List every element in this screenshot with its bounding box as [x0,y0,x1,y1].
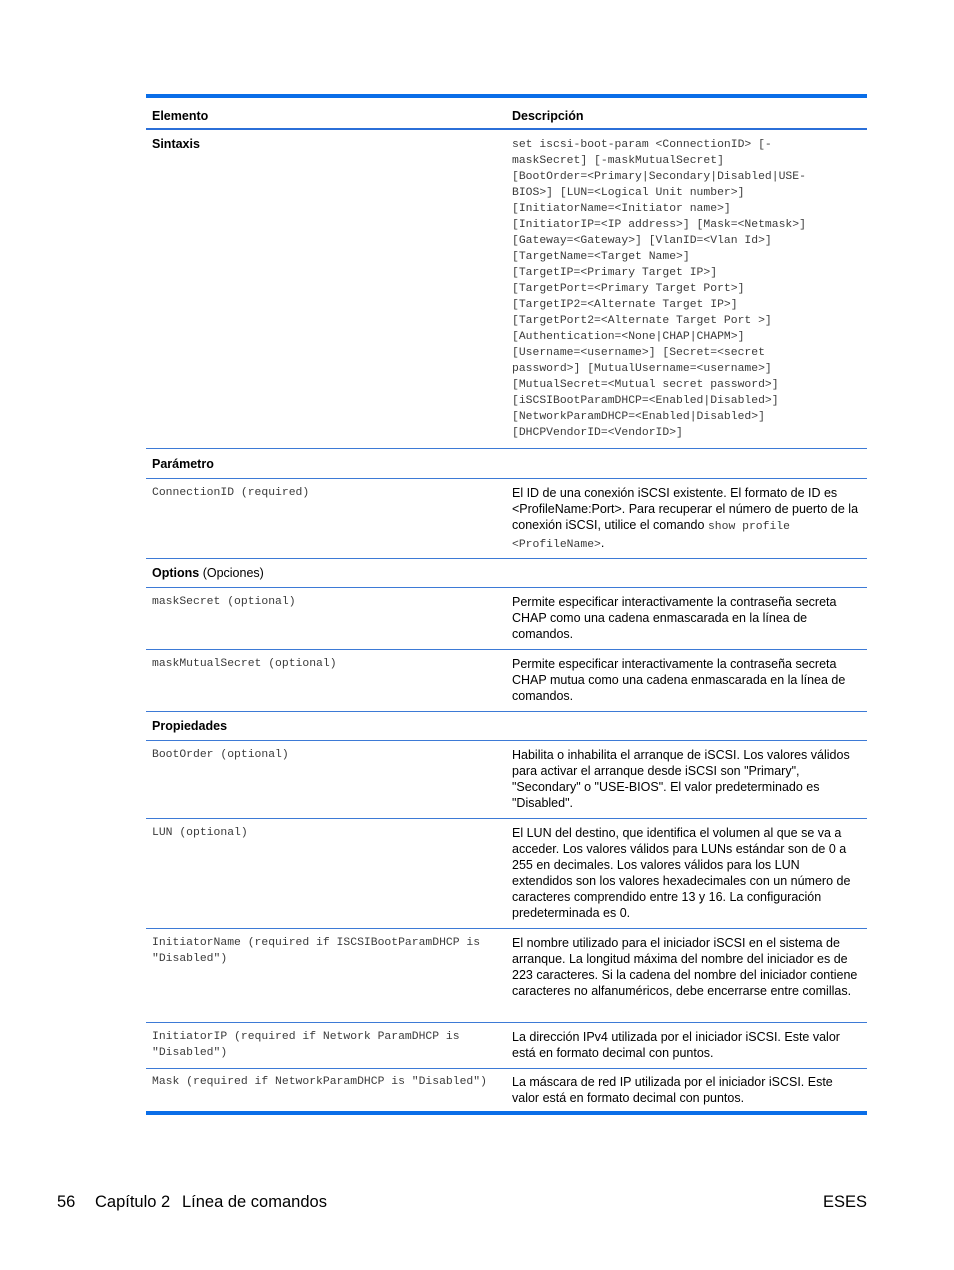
syntax-line: [DHCPVendorID=<VendorID>] [512,427,683,439]
syntax-line: [Username=<username>] [Secret=<secret [512,347,765,359]
param-name: InitiatorName (required if ISCSIBootParamDHCP is "Disabled") [152,937,487,965]
param-name: Mask (required if NetworkParamDHCP is "Disabled") [152,1076,487,1088]
syntax-line: [NetworkParamDHCP=<Enabled|Disabled>] [512,411,765,423]
section-row-parametro [146,449,867,479]
table-row-initiatorname [146,929,867,1023]
syntax-line: [TargetPort2=<Alternate Target Port >] [512,315,772,327]
language-code: ESES [822,1193,867,1211]
table-row-masksecret [146,588,867,650]
syntax-line: [TargetIP=<Primary Target IP>] [512,267,718,279]
param-description: El ID de una conexión iSCSI existente. El formato de ID es <ProfileName:Port>. Para recuperar el número de puerto de la conexión iSCSI, utilice el comando show profile <ProfileName>. [512,486,859,551]
table-row-bootorder [146,741,867,819]
syntax-label: Sintaxis [152,137,200,151]
syntax-line: maskSecret] [-maskMutualSecret] [512,155,724,167]
param-description: Permite especificar interactivamente la contraseña secreta CHAP como una cadena enmascarada en la línea de comandos. [512,595,837,641]
syntax-line: [MutualSecret=<Mutual secret password>] [512,379,779,391]
section-label-options: Options (Opciones) [152,566,264,580]
param-description: Permite especificar interactivamente la contraseña secreta CHAP mutua como una cadena enmascarada en la línea de comandos. [512,657,846,703]
param-name: InitiatorIP (required if Network ParamDHCP is "Disabled") [152,1031,467,1059]
chapter-label: Capítulo 2 [95,1193,171,1211]
syntax-line: [Gateway=<Gateway>] [VlanID=<Vlan Id>] [512,235,772,247]
parameter-table [146,94,867,1115]
syntax-line: [Authentication=<None|CHAP|CHAPM>] [512,331,745,343]
param-description: La máscara de red IP utilizada por el iniciador iSCSI. Este valor está en formato decimal con puntos. [512,1075,833,1105]
table-header-row [146,98,867,130]
syntax-line: BIOS>] [LUN=<Logical Unit number>] [512,187,745,199]
syntax-line: [iSCSIBootParamDHCP=<Enabled|Disabled>] [512,395,779,407]
table-row-mask [146,1069,867,1111]
param-description: Habilita o inhabilita el arranque de iSCSI. Los valores válidos para activar el arranque desde iSCSI son "Primary", "Secondary" o "USE-BIOS". El valor predeterminado es "Disabled". [512,748,850,810]
syntax-line: [InitiatorIP=<IP address>] [Mask=<Netmask>] [512,219,806,231]
table-row-initiatorip [146,1023,867,1069]
chapter-title: Línea de comandos [182,1193,327,1211]
param-name: BootOrder (optional) [152,749,289,761]
syntax-line: [TargetName=<Target Name>] [512,251,690,263]
param-description: El LUN del destino, que identifica el volumen al que se va a acceder. Los valores válidos para LUNs estándar son de 0 a 255 en decimales. Los valores válidos para los LUN extendidos son los valores hexadecimales con un número de caracteres comprendido entre 13 y 16. La configuración predeterminada es 0. [512,826,851,920]
param-name: maskSecret (optional) [152,596,296,608]
param-description: El nombre utilizado para el iniciador iSCSI en el sistema de arranque. La longitud máxima del nombre del iniciador es de 223 caracteres. Si la cadena del nombre del iniciador contiene caracteres no alfanuméricos, debe encerrarse entre comillas. [512,936,858,998]
section-row-propiedades [146,712,867,741]
param-name: LUN (optional) [152,827,248,839]
syntax-line: [TargetPort=<Primary Target Port>] [512,283,745,295]
section-label-parametro: Parámetro [152,457,214,471]
header-elemento: Elemento [152,109,209,123]
syntax-row [146,130,867,449]
syntax-line: [InitiatorName=<Initiator name>] [512,203,731,215]
param-description: La dirección IPv4 utilizada por el iniciador iSCSI. Este valor está en formato decimal con puntos. [512,1030,840,1060]
param-name: maskMutualSecret (optional) [152,658,337,670]
param-name: ConnectionID (required) [152,487,310,499]
syntax-line: set iscsi-boot-param <ConnectionID> [- [512,139,772,151]
syntax-code-block [506,130,867,448]
header-descripcion: Descripción [512,109,584,123]
table-row-maskmutualsecret [146,650,867,712]
syntax-line: password>] [MutualUsername=<username>] [512,363,772,375]
table-row-lun [146,819,867,929]
page-number: 56 [57,1193,76,1211]
syntax-line: [TargetIP2=<Alternate Target IP>] [512,299,738,311]
inline-command: show profile <ProfileName> [512,521,797,551]
section-row-options [146,559,867,588]
section-label-propiedades: Propiedades [152,719,228,733]
syntax-line: [BootOrder=<Primary|Secondary|Disabled|USE- [512,171,806,183]
table-row-connectionid [146,479,867,559]
